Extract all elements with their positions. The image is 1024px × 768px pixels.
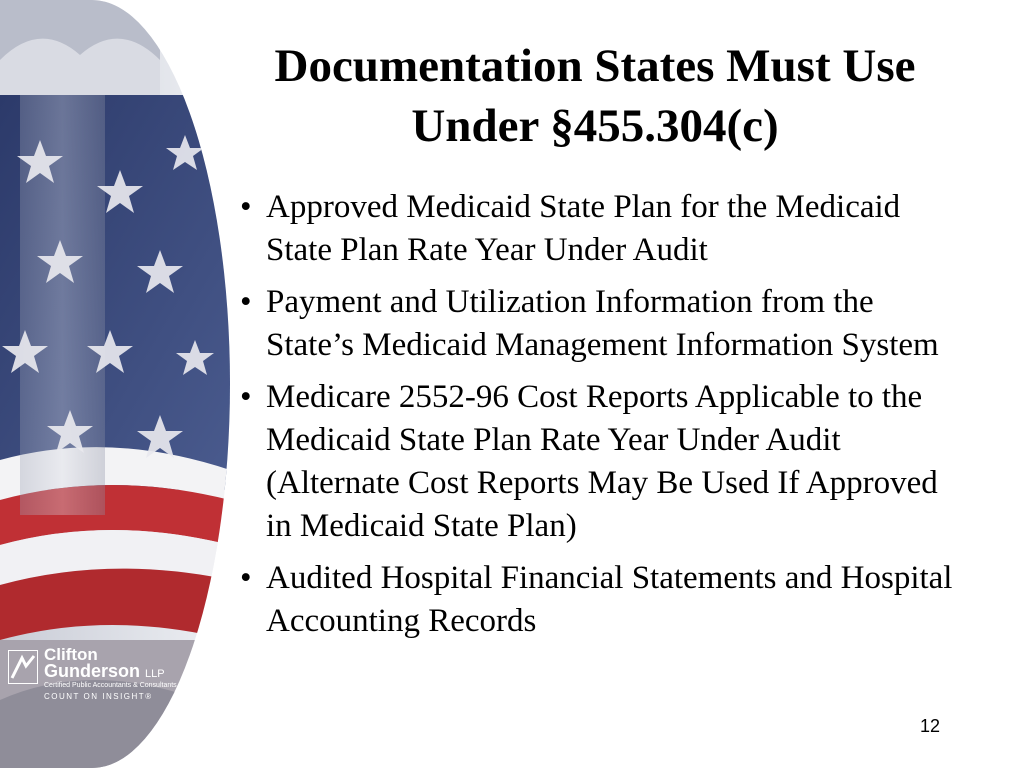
bullet-list	[240, 186, 960, 652]
logo-name-line1: Clifton	[44, 645, 98, 664]
logo-tagline: COUNT ON INSIGHT®	[44, 692, 153, 701]
logo-name-gunderson: Gunderson	[44, 661, 141, 681]
slide-title	[175, 36, 1015, 156]
bullet-item	[240, 376, 960, 548]
bullet-text: Approved Medicaid State Plan for the Medicaid State Plan Rate Year Under Audit	[266, 189, 901, 268]
logo-mark-icon	[8, 650, 38, 684]
bullet-dot-icon: •	[240, 560, 252, 596]
bullet-text: Payment and Utilization Information from the State’s Medicaid Management Information System	[266, 284, 939, 363]
bullet-text: Audited Hospital Financial Statements and Hospital Accounting Records	[266, 560, 953, 639]
logo-subtitle: Certified Public Accountants & Consultants	[44, 682, 177, 689]
bullet-dot-icon: •	[240, 284, 252, 320]
logo-name-line2	[44, 662, 165, 683]
slide-title-line2: Under §455.304(c)	[411, 100, 779, 152]
bullet-dot-icon: •	[240, 379, 252, 415]
bullet-item	[240, 281, 960, 367]
bullet-dot-icon: •	[240, 189, 252, 225]
bullet-item	[240, 557, 960, 643]
clifton-gunderson-logo	[8, 646, 183, 704]
logo-suffix: LLP	[145, 668, 165, 680]
bullet-text: Medicare 2552-96 Cost Reports Applicable to the Medicaid State Plan Rate Year Under Audit (Alternate Cost Reports May Be Used If Approved in Medicaid State Plan)	[266, 379, 938, 544]
page-number: 12	[919, 716, 940, 736]
bullet-item	[240, 186, 960, 272]
slide-title-line1: Documentation States Must Use	[274, 40, 916, 92]
